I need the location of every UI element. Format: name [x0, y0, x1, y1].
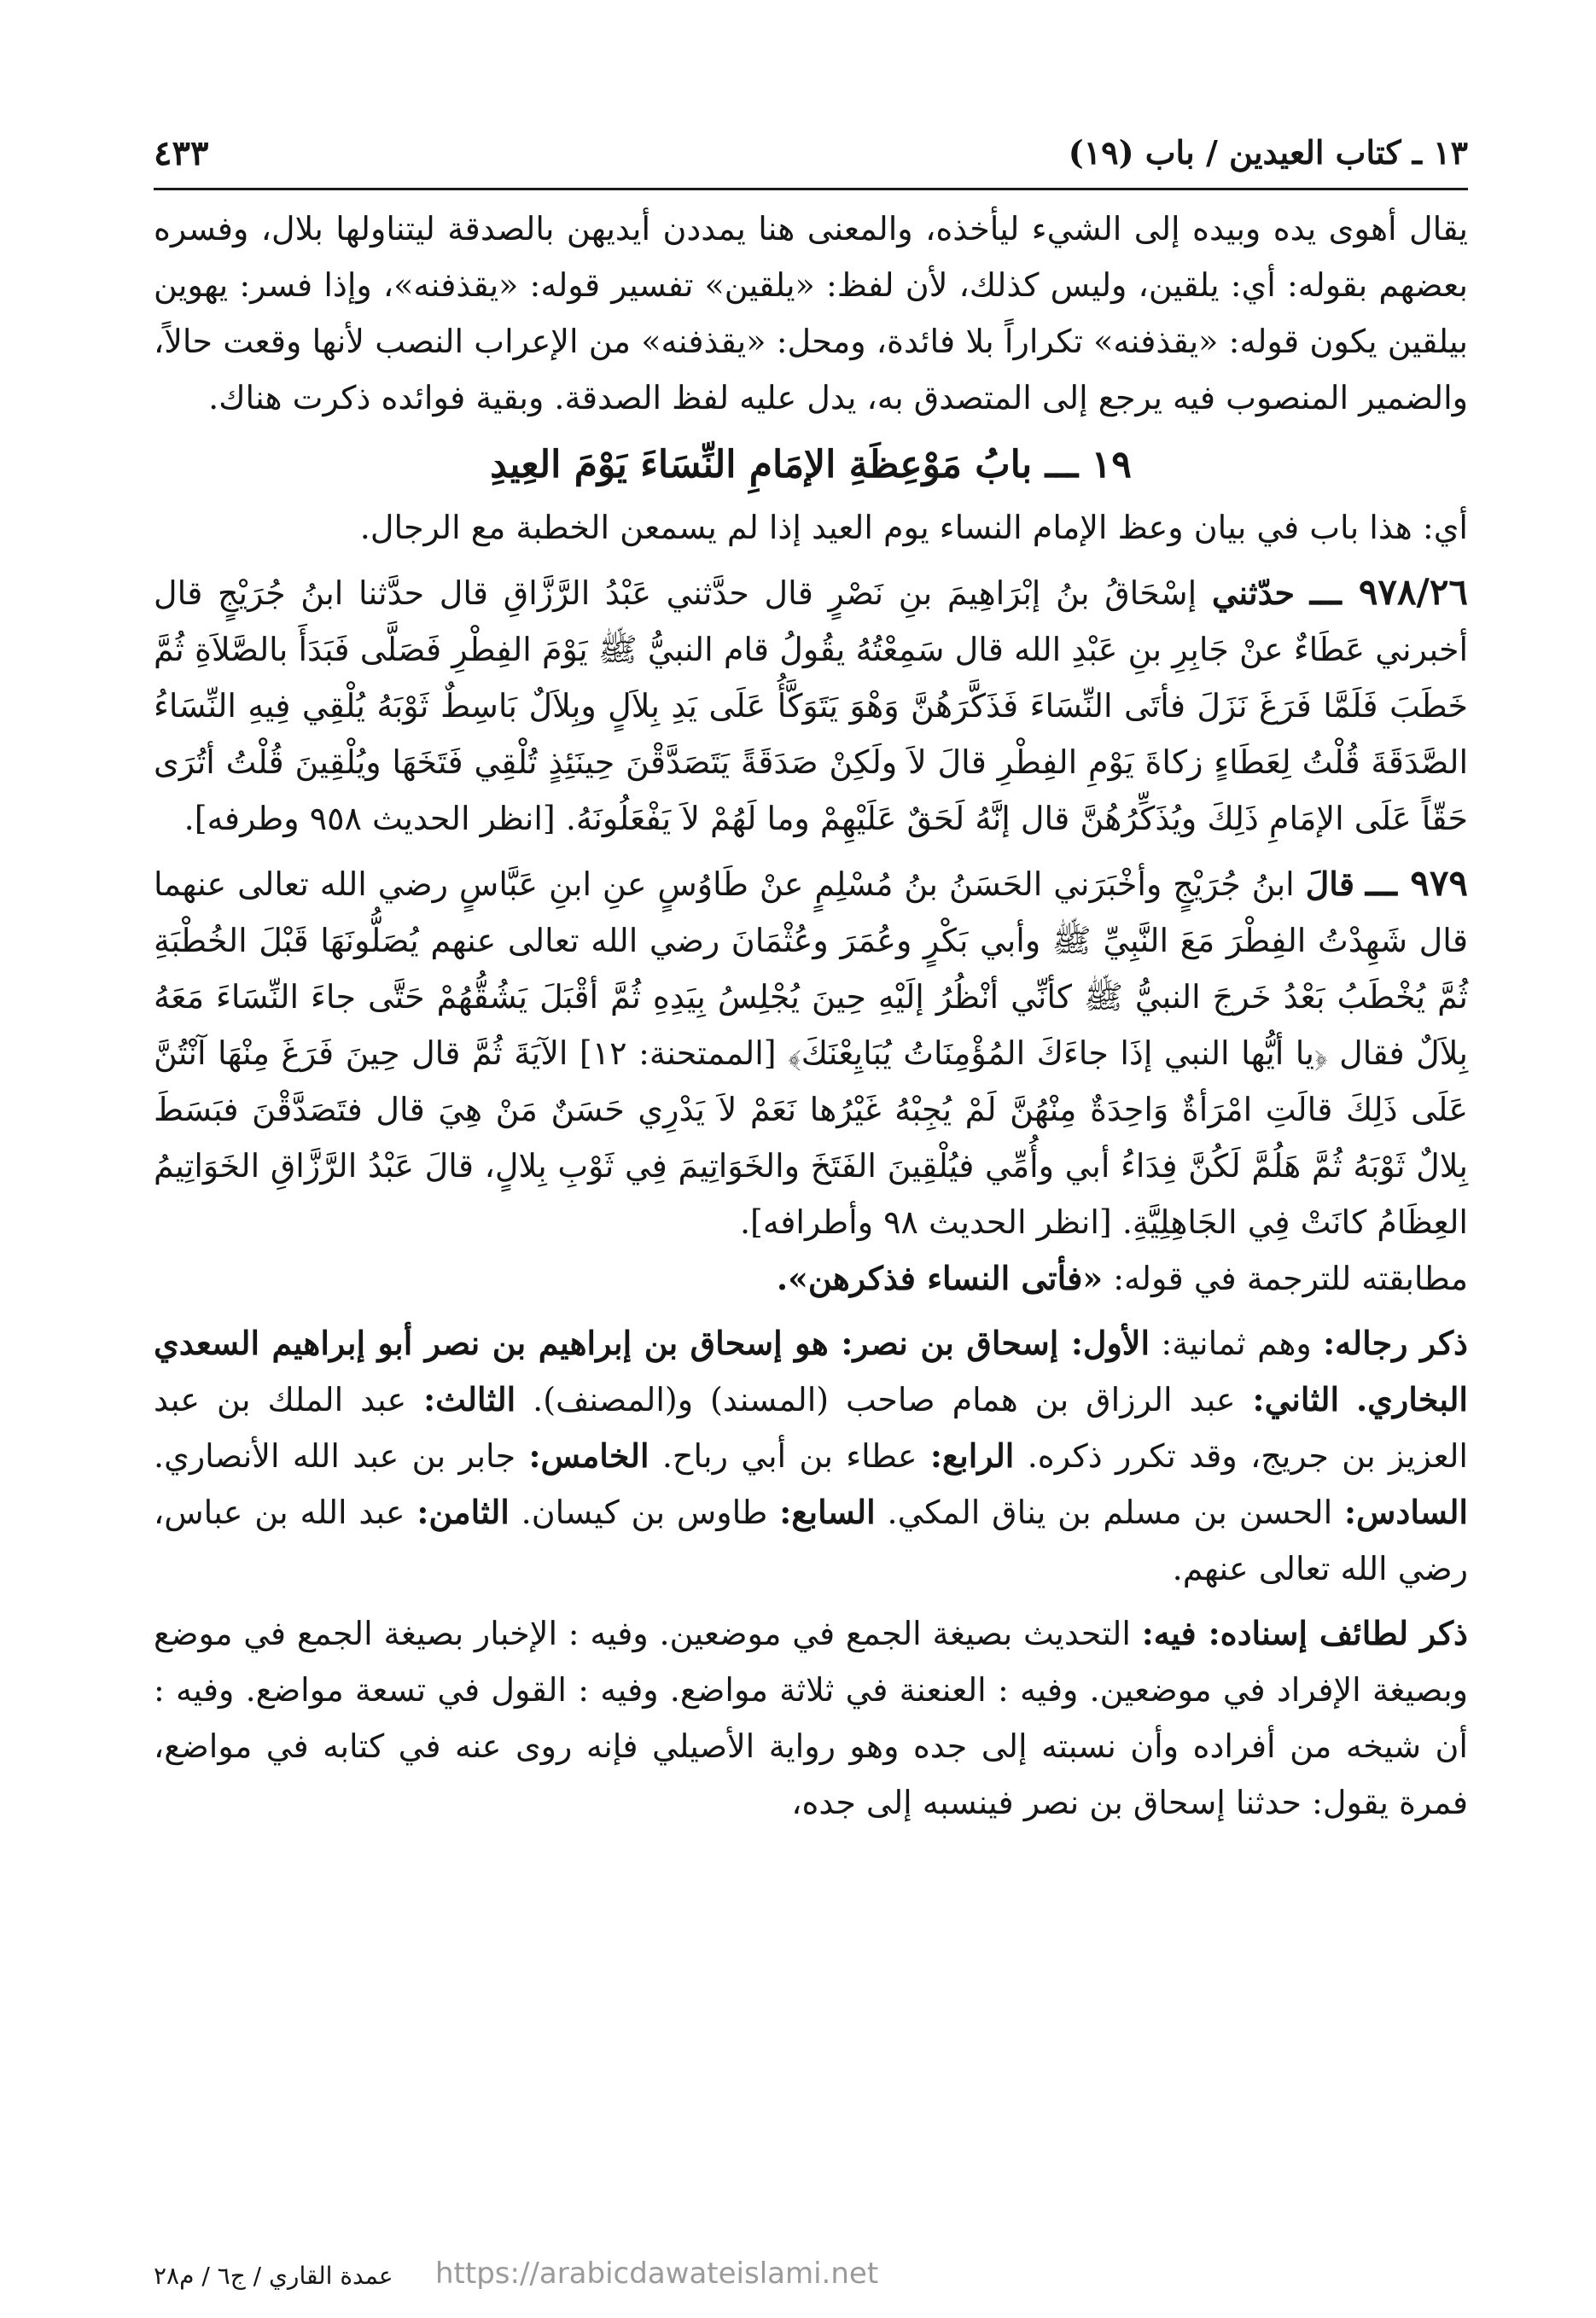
isnad-subtleties-paragraph: ذكر لطائف إسناده: فيه: التحديث بصيغة الجمع في موضعين. وفيه : الإخبار بصيغة الجمع في موضع وبصيغة الإفراد في موضعين. وفيه : العنعنة في ثلاثة مواضع. وفيه : القول في تسعة مواضع. وفيه : أن شيخه من أفراده وأن نسبته إلى جده وهو رواية الأصيلي فإنه روى عنه في كتابه في مواضع، فمرة يقول: حدثنا إسحاق بن نصر فينسبه إلى جده،: [154, 1614, 1469, 1821]
chapter-explanation: أي: هذا باب في بيان وعظ الإمام النساء يوم العيد إذا لم يسمعن الخطبة مع الرجال.: [359, 509, 1468, 546]
running-title: ١٣ ـ كتاب العيدين / باب (١٩): [1068, 133, 1468, 172]
book-reference: عمدة القاري / ج٦ / م٢٨: [154, 2262, 393, 2290]
narration-keyword: حدّثني: [1211, 574, 1296, 612]
page-footer: [154, 2257, 1468, 2304]
hadith-979: [154, 855, 1468, 1250]
chapter-heading: ١٩ ـــ بابُ مَوْعِظَةِ الإمَامِ النِّسَاءَ يَوْمَ العِيدِ: [490, 443, 1132, 486]
page-number: ٤٣٣: [154, 133, 209, 173]
cross-reference: [انظر الحديث ٩٨ وأطرافه].: [739, 1203, 1112, 1241]
narrators-paragraph: ذكر رجاله: وهم ثمانية: الأول: إسحاق بن نصر: هو إسحاق بن إبراهيم بن نصر أبو إبراهيم السعدي البخاري. الثاني: عبد الرزاق بن همام صاحب (المسند) و(المصنف). الثالث: عبد الملك بن عبد العزيز بن جريج، وقد تكرر ذكره. الرابع: عطاء بن أبي رباح. الخامس: جابر بن عبد الله الأنصاري. السادس: الحسن بن مسلم بن يناق المكي. السابع: طاوس بن كيسان. الثامن: عبد الله بن عباس، رضي الله تعالى عنهم.: [154, 1324, 1468, 1587]
hadith-text: إسْحَاقُ بنُ إبْرَاهِيمَ بنِ نَصْرٍ قال حدَّثني عَبْدُ الرَّزَّاقِ قال حدَّثنا ابنُ جُرَيْجٍ قال أخبرني عَطَاءٌ عنْ جَابِرِ بنِ عَبْدِ الله قال سَمِعْتُهُ يقُولُ قام النبيُّ ﷺ يَوْمَ الفِطْرِ فَصَلَّى فَبَدَأَ بالصَّلاَةِ ثُمَّ خَطَبَ فَلَمَّا فَرَغَ نَزَلَ فأتَى النِّسَاءَ فَذَكَّرَهُنَّ وَهْوَ يَتَوَكَّأُ عَلَى يَدِ بِلاَلٍ وبِلاَلٌ بَاسِطٌ ثَوْبَهُ يُلْقِي فِيهِ النِّسَاءُ الصَّدَقَةَ قُلْتُ لِعَطَاءٍ زكاةَ يَوْمِ الفِطْرِ قالَ لاَ ولَكِنْ صَدَقَةً يَتَصَدَّقْنَ حِينَئِذٍ تُلْقِي فَتَخَهَا ويُلْقِينَ قُلْتُ أتُرَى حَقّاً عَلَى الإمَامِ ذَلِكَ ويُذَكِّرُهُنَّ قال إنَّهُ لَحَقٌ عَلَيْهِمْ وما لَهُمْ لاَ يَفْعَلُونَهُ.: [154, 574, 1468, 837]
page-body: [154, 190, 1468, 1831]
narration-keyword: قالَ: [1305, 865, 1354, 903]
cross-reference: [انظر الحديث ٩٥٨ وطرفه].: [183, 800, 556, 837]
hadith-number: ٩٧٨/٢٦ ـــ: [1309, 571, 1468, 613]
book-page: [154, 128, 1468, 1831]
page-header: [154, 128, 1468, 190]
hadith-number: ٩٧٩ ـــ: [1365, 862, 1468, 904]
watermark-link[interactable]: https://arabicdawateislami.net: [435, 2257, 879, 2291]
hadith-978: [154, 564, 1468, 847]
commentary-paragraph: يقال أهوى يده وبيده إلى الشيء ليأخذه، والمعنى هنا يمددن أيديهن بالصدقة ليتناولها بلال، وفسره بعضهم بقوله: أي: يلقين، وليس كذلك، لأن لفظ: «يلقين» تفسير قوله: «يقذفنه»، وإذا فسر: يهوين بيلقين يكون قوله: «يقذفنه» تكراراً بلا فائدة، ومحل: «يقذفنه» من الإعراب النصب لأنها وقعت حالاً، والضمير المنصوب فيه يرجع إلى المتصدق به، يدل عليه لفظ الصدقة. وبقية فوائده ذكرت هناك.: [154, 210, 1468, 416]
relevance-paragraph: مطابقته للترجمة في قوله: «فأتى النساء فذكرهن».: [776, 1259, 1468, 1297]
hadith-text: ابنُ جُرَيْجٍ وأخْبَرَني الحَسَنُ بنُ مُسْلِمٍ عنْ طَاوُسٍ عنِ ابنِ عَبَّاسٍ رضي الله تعالى عنهما قال شَهِدْتُ الفِطْرَ مَعَ النَّبِيِّ ﷺ وأبي بَكْرٍ وعُمَرَ وعُثْمَانَ رضي الله تعالى عنهم يُصَلُّونَهَا قَبْلَ الخُطْبَةِ ثُمَّ يُخْطَبُ بَعْدُ خَرجَ النبيُّ ﷺ كأنِّي أنْظُرُ إلَيْهِ حِينَ يُجْلِسُ بِيَدِهِ ثُمَّ أقْبَلَ يَشُقُّهُمْ حَتَّى جاءَ النِّسَاءَ مَعَهُ بِلاَلٌ فقال ﴿يا أيُّها النبي إذَا جاءَكَ المُؤْمِنَاتُ يُبَايِعْنَكَ﴾ [الممتحنة: ١٢] الآيَةَ ثُمَّ قال حِينَ فَرَغَ مِنْهَا آنْتُنَّ عَلَى ذَلِكَ قالَتِ امْرَأةٌ وَاحِدَةٌ مِنْهُنَّ لَمْ يُجِبْهُ غَيْرُها نَعَمْ لاَ يَدْرِي حَسَنٌ مَنْ هِيَ قال فتَصَدَّقْنَ فبَسَطَ بِلالٌ ثَوْبَهُ ثُمَّ هَلُمَّ لَكُنَّ فِدَاءُ أبي وأُمِّي فيُلْقِينَ الفَتَخَ والخَوَاتِيمَ فِي ثَوْبِ بِلالٍ، قالَ عَبْدُ الرَّزَّاقِ الخَوَاتِيمُ العِظَامُ كانَتْ فِي الجَاهِلِيَّةِ.: [154, 865, 1469, 1241]
